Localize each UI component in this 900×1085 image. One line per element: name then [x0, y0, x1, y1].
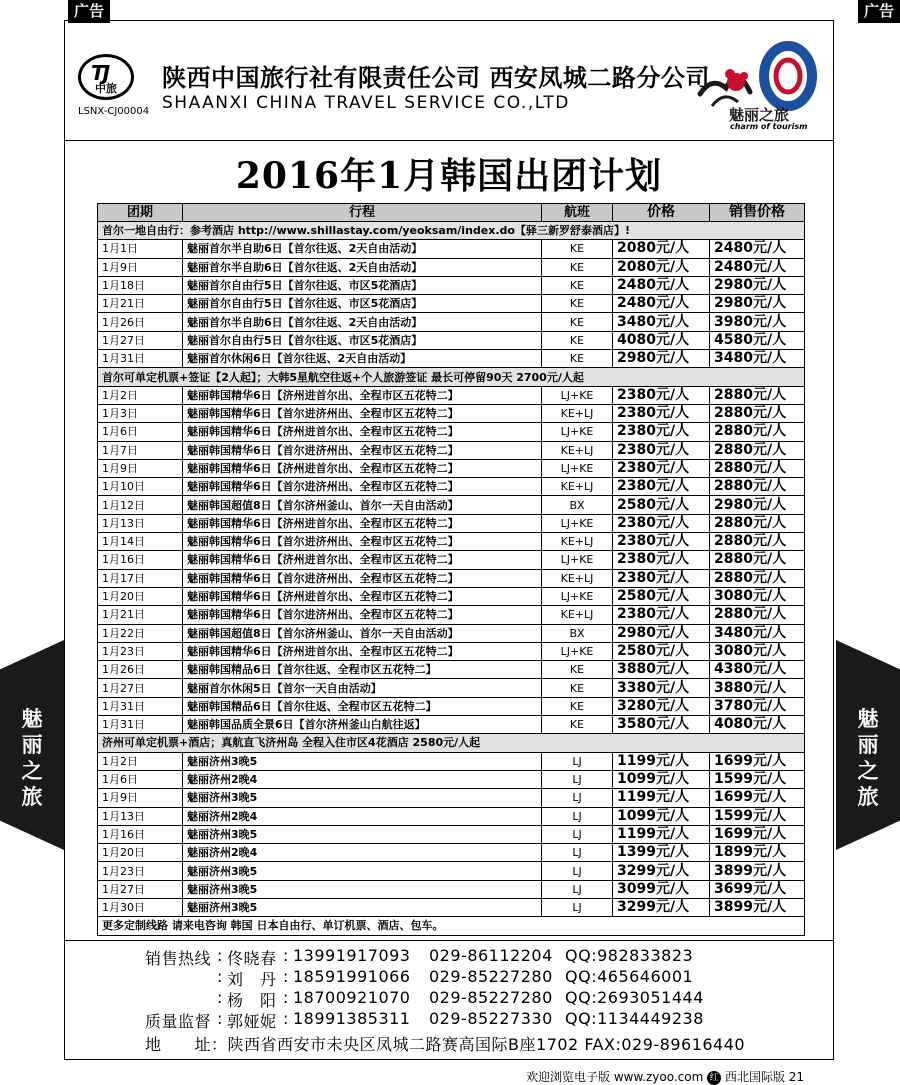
contact-colon: : — [217, 946, 223, 965]
address-label: 地 址 — [145, 1035, 212, 1054]
table-row — [98, 551, 805, 569]
cell-date: 1月2日 — [98, 386, 183, 404]
cell-flight: LJ — [542, 789, 613, 807]
cell-sale-price: 3899元/人 — [710, 862, 805, 880]
cell-route: 魅丽韩国超值8日【首尔济州釜山、首尔一天自由活动】 — [183, 624, 542, 642]
cell-price: 2080元/人 — [613, 240, 710, 258]
table-row — [98, 569, 805, 587]
cell-flight: KE+LJ — [542, 606, 613, 624]
cell-price: 3299元/人 — [613, 862, 710, 880]
cell-date: 1月23日 — [98, 642, 183, 660]
contact-mobile: 18991385311 — [293, 1009, 411, 1028]
footer-edition: 西北国际版 — [724, 1070, 785, 1084]
table-row — [98, 514, 805, 532]
cell-route: 魅丽韩国精华6日【首尔进济州出、全程市区五花特二】 — [183, 404, 542, 422]
cell-flight: LJ+KE — [542, 386, 613, 404]
cell-flight: LJ+KE — [542, 459, 613, 477]
contact-qq: QQ:465646001 — [565, 967, 694, 986]
cell-flight: LJ — [542, 898, 613, 916]
cell-price: 1399元/人 — [613, 844, 710, 862]
contact-qq: QQ:982833823 — [565, 946, 694, 965]
cell-route: 魅丽韩国品质全景6日【首尔济州釜山白航往返】 — [183, 716, 542, 734]
cell-price: 2380元/人 — [613, 478, 710, 496]
cell-sale-price: 3780元/人 — [710, 697, 805, 715]
cell-sale-price: 3980元/人 — [710, 313, 805, 331]
cell-price: 3580元/人 — [613, 716, 710, 734]
table-row — [98, 478, 805, 496]
col-header-date: 团期 — [98, 204, 183, 222]
table-row — [98, 441, 805, 459]
contact-mobile: 18591991066 — [293, 967, 411, 986]
cell-date: 1月18日 — [98, 276, 183, 294]
cell-route: 魅丽韩国精华6日【首尔进济州出、全程市区五花特二】 — [183, 441, 542, 459]
cell-route: 魅丽韩国精华6日【首尔进济州出、全程市区五花特二】 — [183, 569, 542, 587]
cell-price: 2380元/人 — [613, 459, 710, 477]
cell-route: 魅丽韩国精品6日【首尔往返、全程市区五花特二】 — [183, 661, 542, 679]
cell-route: 魅丽济州2晚4 — [183, 844, 542, 862]
table-row — [98, 331, 805, 349]
cell-price: 2380元/人 — [613, 551, 710, 569]
cell-route: 魅丽济州3晚5 — [183, 789, 542, 807]
cell-sale-price: 1599元/人 — [710, 807, 805, 825]
cell-date: 1月21日 — [98, 295, 183, 313]
side-label-left: 魅丽之旅 — [21, 707, 43, 809]
cell-flight: LJ — [542, 844, 613, 862]
cell-sale-price: 2880元/人 — [710, 551, 805, 569]
cell-flight: LJ — [542, 770, 613, 788]
cell-price: 2080元/人 — [613, 258, 710, 276]
cell-route: 魅丽韩国精品6日【首尔往返、全程市区五花特二】 — [183, 697, 542, 715]
table-row — [98, 313, 805, 331]
cell-price: 1099元/人 — [613, 770, 710, 788]
cell-price: 2980元/人 — [613, 624, 710, 642]
contact-phone: 029-86112204 — [429, 946, 553, 965]
company-name-en: SHAANXI CHINA TRAVEL SERVICE CO.,LTD — [162, 93, 570, 113]
cell-price: 2380元/人 — [613, 514, 710, 532]
cell-date: 1月26日 — [98, 313, 183, 331]
cell-date: 1月23日 — [98, 862, 183, 880]
cell-flight: KE — [542, 276, 613, 294]
cell-flight: LJ+KE — [542, 423, 613, 441]
contact-name: 刘 丹 — [227, 970, 277, 989]
cell-date: 1月9日 — [98, 459, 183, 477]
cell-price: 1199元/人 — [613, 789, 710, 807]
cell-route: 魅丽首尔半自助6日【首尔往返、2天自由活动】 — [183, 313, 542, 331]
cell-route: 魅丽首尔休闲5日【首尔一天自由活动】 — [183, 679, 542, 697]
table-row — [98, 459, 805, 477]
contact-name: 郭娅妮 — [227, 1012, 277, 1031]
cell-sale-price: 3480元/人 — [710, 350, 805, 368]
col-header-price: 价格 — [613, 204, 710, 222]
table-row — [98, 752, 805, 770]
contact-colon: : — [217, 988, 223, 1007]
contact-qq: QQ:2693051444 — [565, 988, 704, 1007]
cell-route: 魅丽韩国精华6日【首尔进济州出、全程市区五花特二】 — [183, 533, 542, 551]
cell-route: 魅丽韩国精华6日【济州进首尔出、全程市区五花特二】 — [183, 459, 542, 477]
cell-flight: KE — [542, 240, 613, 258]
cell-flight: BX — [542, 496, 613, 514]
cell-price: 3880元/人 — [613, 661, 710, 679]
col-header-route: 行程 — [183, 204, 542, 222]
cell-price: 2480元/人 — [613, 295, 710, 313]
table-row — [98, 789, 805, 807]
cell-date: 1月27日 — [98, 331, 183, 349]
contact-divider — [64, 940, 834, 941]
cell-route: 魅丽济州3晚5 — [183, 862, 542, 880]
cell-price: 2980元/人 — [613, 350, 710, 368]
cell-route: 魅丽韩国精华6日【济州进首尔出、全程市区五花特二】 — [183, 642, 542, 660]
cell-flight: LJ+KE — [542, 514, 613, 532]
table-row — [98, 404, 805, 422]
cell-price: 2380元/人 — [613, 533, 710, 551]
cell-sale-price: 1699元/人 — [710, 789, 805, 807]
table-row — [98, 716, 805, 734]
cell-date: 1月1日 — [98, 240, 183, 258]
cell-date: 1月26日 — [98, 661, 183, 679]
tour-schedule-table — [97, 203, 805, 936]
table-row — [98, 862, 805, 880]
table-row — [98, 661, 805, 679]
cell-sale-price: 3080元/人 — [710, 642, 805, 660]
cell-flight: KE+LJ — [542, 404, 613, 422]
contact-colon: : — [283, 988, 289, 1007]
cell-date: 1月31日 — [98, 716, 183, 734]
cell-route: 魅丽济州3晚5 — [183, 898, 542, 916]
address-line: 地 址：陕西省西安市未央区凤城二路赛高国际B座1702 FAX:029-89616440 — [145, 1035, 746, 1054]
cell-price: 3380元/人 — [613, 679, 710, 697]
cell-price: 3099元/人 — [613, 880, 710, 898]
contact-label: 销售热线 — [145, 949, 212, 968]
license-number: LSNX-CJ00004 — [78, 106, 150, 117]
section-heading-row — [98, 368, 805, 386]
contact-mobile: 13991917093 — [293, 946, 411, 965]
cell-date: 1月30日 — [98, 898, 183, 916]
cell-price: 1199元/人 — [613, 825, 710, 843]
ad-tag-right: 广告 — [858, 0, 900, 23]
cell-sale-price: 3899元/人 — [710, 898, 805, 916]
cell-sale-price: 2880元/人 — [710, 441, 805, 459]
footer-text: 欢迎浏览电子版 www.zyoo.com — [526, 1070, 704, 1084]
cell-sale-price: 2880元/人 — [710, 423, 805, 441]
cell-sale-price: 4080元/人 — [710, 716, 805, 734]
table-row — [98, 606, 805, 624]
cell-sale-price: 2880元/人 — [710, 459, 805, 477]
cell-route: 魅丽首尔自由行5日【首尔往返、市区5花酒店】 — [183, 331, 542, 349]
page-title: 2016年1月韩国出团计划 — [235, 155, 663, 197]
cell-date: 1月9日 — [98, 789, 183, 807]
contact-phone: 029-85227280 — [429, 967, 553, 986]
cell-route: 魅丽济州2晚4 — [183, 807, 542, 825]
cell-date: 1月21日 — [98, 606, 183, 624]
cell-sale-price: 3880元/人 — [710, 679, 805, 697]
table-row — [98, 770, 805, 788]
cell-route: 魅丽首尔自由行5日【首尔往返、市区5花酒店】 — [183, 276, 542, 294]
cell-date: 1月2日 — [98, 752, 183, 770]
cell-sale-price: 2880元/人 — [710, 478, 805, 496]
cell-sale-price: 1699元/人 — [710, 752, 805, 770]
cell-flight: KE — [542, 697, 613, 715]
cell-sale-price: 3080元/人 — [710, 587, 805, 605]
cell-date: 1月16日 — [98, 551, 183, 569]
cell-flight: LJ — [542, 825, 613, 843]
cell-flight: LJ — [542, 807, 613, 825]
logo-sub: 中旅 — [95, 82, 117, 95]
cell-price: 2380元/人 — [613, 569, 710, 587]
contact-qq: QQ:1134449238 — [565, 1009, 704, 1028]
cell-sale-price: 1599元/人 — [710, 770, 805, 788]
cell-flight: LJ+KE — [542, 642, 613, 660]
cell-sale-price: 2880元/人 — [710, 569, 805, 587]
cell-route: 魅丽韩国精华6日【济州进首尔出、全程市区五花特二】 — [183, 587, 542, 605]
cell-date: 1月12日 — [98, 496, 183, 514]
cell-date: 1月9日 — [98, 258, 183, 276]
ad-tag-left: 广告 — [68, 0, 110, 23]
cell-sale-price: 1699元/人 — [710, 825, 805, 843]
cell-flight: LJ — [542, 880, 613, 898]
table-row — [98, 679, 805, 697]
section-heading: 济州可单定机票+酒店；真航直飞济州岛 全程入住市区4花酒店 2580元/人起 — [98, 734, 805, 752]
table-row — [98, 240, 805, 258]
cell-sale-price: 2980元/人 — [710, 496, 805, 514]
contact-colon: : — [217, 967, 223, 986]
brand-name: 魅丽之旅 — [729, 106, 790, 124]
cell-flight: KE — [542, 331, 613, 349]
cell-price: 2580元/人 — [613, 587, 710, 605]
cell-sale-price: 2880元/人 — [710, 404, 805, 422]
cell-date: 1月31日 — [98, 350, 183, 368]
cell-flight: BX — [542, 624, 613, 642]
cell-flight: KE — [542, 258, 613, 276]
cell-price: 1099元/人 — [613, 807, 710, 825]
page-number: 21 — [788, 1070, 805, 1084]
cell-date: 1月6日 — [98, 423, 183, 441]
contact-phone: 029-85227330 — [429, 1009, 553, 1028]
cell-route: 魅丽济州2晚4 — [183, 770, 542, 788]
contact-colon: : — [283, 1009, 289, 1028]
cell-flight: KE — [542, 661, 613, 679]
cell-sale-price: 2880元/人 — [710, 606, 805, 624]
cell-date: 1月14日 — [98, 533, 183, 551]
table-row — [98, 423, 805, 441]
cell-date: 1月10日 — [98, 478, 183, 496]
table-row — [98, 624, 805, 642]
cell-price: 2380元/人 — [613, 606, 710, 624]
cell-route: 魅丽济州3晚5 — [183, 752, 542, 770]
cell-route: 魅丽首尔自由行5日【首尔往返、市区5花酒店】 — [183, 295, 542, 313]
cts-logo-icon — [78, 54, 134, 100]
contact-name: 杨 阳 — [227, 991, 277, 1010]
page-footer — [526, 1068, 804, 1085]
cell-date: 1月22日 — [98, 624, 183, 642]
cell-date: 1月20日 — [98, 844, 183, 862]
cell-flight: KE — [542, 716, 613, 734]
cell-sale-price: 2980元/人 — [710, 276, 805, 294]
cell-date: 1月7日 — [98, 441, 183, 459]
contact-mobile: 18700921070 — [293, 988, 411, 1007]
company-name-cn: 陕西中国旅行社有限责任公司 西安凤城二路分公司 — [162, 64, 710, 92]
table-row — [98, 295, 805, 313]
table-row — [98, 533, 805, 551]
logo-text: TJ — [91, 61, 109, 85]
cell-date: 1月20日 — [98, 587, 183, 605]
red-badge-icon: 红 — [707, 1071, 721, 1085]
table-row — [98, 844, 805, 862]
cell-date: 1月6日 — [98, 770, 183, 788]
cell-route: 魅丽韩国精华6日【济州进首尔出、全程市区五花特二】 — [183, 423, 542, 441]
contact-colon: : — [283, 946, 289, 965]
cell-date: 1月16日 — [98, 825, 183, 843]
cell-route: 魅丽韩国精华6日【首尔进济州出、全程市区五花特二】 — [183, 606, 542, 624]
cell-flight: KE — [542, 350, 613, 368]
cell-flight: KE+LJ — [542, 478, 613, 496]
cell-flight: KE+LJ — [542, 569, 613, 587]
contact-name: 佟晓春 — [227, 949, 277, 968]
table-row — [98, 386, 805, 404]
cell-price: 2580元/人 — [613, 642, 710, 660]
cell-date: 1月17日 — [98, 569, 183, 587]
cell-sale-price: 4580元/人 — [710, 331, 805, 349]
section-heading: 首尔一地自由行：参考酒店 http://www.shillastay.com/yeoksam/index.do【驿三新罗舒泰酒店】! — [98, 222, 805, 240]
cell-route: 魅丽韩国精华6日【济州进首尔出、全程市区五花特二】 — [183, 386, 542, 404]
cell-price: 3299元/人 — [613, 898, 710, 916]
cell-sale-price: 2880元/人 — [710, 514, 805, 532]
cell-price: 3280元/人 — [613, 697, 710, 715]
cell-route: 魅丽韩国精华6日【首尔进济州出、全程市区五花特二】 — [183, 478, 542, 496]
cell-price: 2480元/人 — [613, 276, 710, 294]
cell-flight: LJ+KE — [542, 587, 613, 605]
cell-flight: LJ+KE — [542, 551, 613, 569]
table-header-row — [98, 204, 805, 222]
cell-date: 1月3日 — [98, 404, 183, 422]
cell-date: 1月27日 — [98, 679, 183, 697]
contact-colon: : — [283, 967, 289, 986]
cell-sale-price: 3480元/人 — [710, 624, 805, 642]
cell-price: 2580元/人 — [613, 496, 710, 514]
table-row — [98, 496, 805, 514]
cell-route: 魅丽首尔半自助6日【首尔往返、2天自由活动】 — [183, 240, 542, 258]
cell-flight: LJ — [542, 862, 613, 880]
table-row — [98, 807, 805, 825]
table-row — [98, 825, 805, 843]
cell-price: 1199元/人 — [613, 752, 710, 770]
cell-route: 魅丽济州3晚5 — [183, 880, 542, 898]
cell-flight: KE — [542, 679, 613, 697]
table-row — [98, 880, 805, 898]
contact-colon: : — [217, 1009, 223, 1028]
table-row — [98, 587, 805, 605]
section-heading-row — [98, 734, 805, 752]
table-row — [98, 276, 805, 294]
col-header-sale-price: 销售价格 — [710, 204, 805, 222]
cell-route: 魅丽首尔半自助6日【首尔往返、2天自由活动】 — [183, 258, 542, 276]
table-row — [98, 350, 805, 368]
table-footer-row — [98, 917, 805, 935]
section-heading-row — [98, 222, 805, 240]
cell-sale-price: 2880元/人 — [710, 386, 805, 404]
cell-route: 魅丽济州3晚5 — [183, 825, 542, 843]
cell-route: 魅丽韩国精华6日【济州进首尔出、全程市区五花特二】 — [183, 551, 542, 569]
brand-tagline: charm of tourism — [730, 122, 808, 131]
table-row — [98, 258, 805, 276]
cell-flight: LJ — [542, 752, 613, 770]
cell-sale-price: 3699元/人 — [710, 880, 805, 898]
cell-date: 1月13日 — [98, 514, 183, 532]
cell-flight: KE — [542, 313, 613, 331]
contact-label: 质量监督 — [145, 1012, 212, 1031]
header — [64, 20, 834, 141]
table-row — [98, 642, 805, 660]
cell-sale-price: 2880元/人 — [710, 533, 805, 551]
cell-price: 4080元/人 — [613, 331, 710, 349]
cell-sale-price: 4380元/人 — [710, 661, 805, 679]
cell-route: 魅丽首尔休闲6日【首尔往返、2天自由活动】 — [183, 350, 542, 368]
cell-sale-price: 2480元/人 — [710, 258, 805, 276]
table-body — [98, 222, 805, 936]
cell-route: 魅丽韩国精华6日【济州进首尔出、全程市区五花特二】 — [183, 514, 542, 532]
cell-date: 1月31日 — [98, 697, 183, 715]
cell-price: 2380元/人 — [613, 441, 710, 459]
address-value: 陕西省西安市未央区凤城二路赛高国际B座1702 FAX:029-89616440 — [227, 1035, 746, 1054]
section-heading: 首尔可单定机票+签证【2人起】；大韩5星航空往返+个人旅游签证 最长可停留90天 2700元/人起 — [98, 368, 805, 386]
cell-sale-price: 1899元/人 — [710, 844, 805, 862]
col-header-flight: 航班 — [542, 204, 613, 222]
cell-date: 1月13日 — [98, 807, 183, 825]
cell-route: 魅丽韩国超值8日【首尔济州釜山、首尔一天自由活动】 — [183, 496, 542, 514]
cell-price: 2380元/人 — [613, 404, 710, 422]
table-row — [98, 697, 805, 715]
cell-price: 2380元/人 — [613, 423, 710, 441]
cell-sale-price: 2480元/人 — [710, 240, 805, 258]
contact-phone: 029-85227280 — [429, 988, 553, 1007]
cell-date: 1月27日 — [98, 880, 183, 898]
table-footer-note: 更多定制线路 请来电咨询 韩国 日本自由行、单订机票、酒店、包车。 — [98, 917, 805, 935]
table-row — [98, 898, 805, 916]
cell-flight: KE — [542, 295, 613, 313]
cell-flight: KE+LJ — [542, 533, 613, 551]
side-label-right: 魅丽之旅 — [857, 707, 879, 809]
cell-price: 3480元/人 — [613, 313, 710, 331]
cell-sale-price: 2980元/人 — [710, 295, 805, 313]
cell-flight: KE+LJ — [542, 441, 613, 459]
cell-price: 2380元/人 — [613, 386, 710, 404]
